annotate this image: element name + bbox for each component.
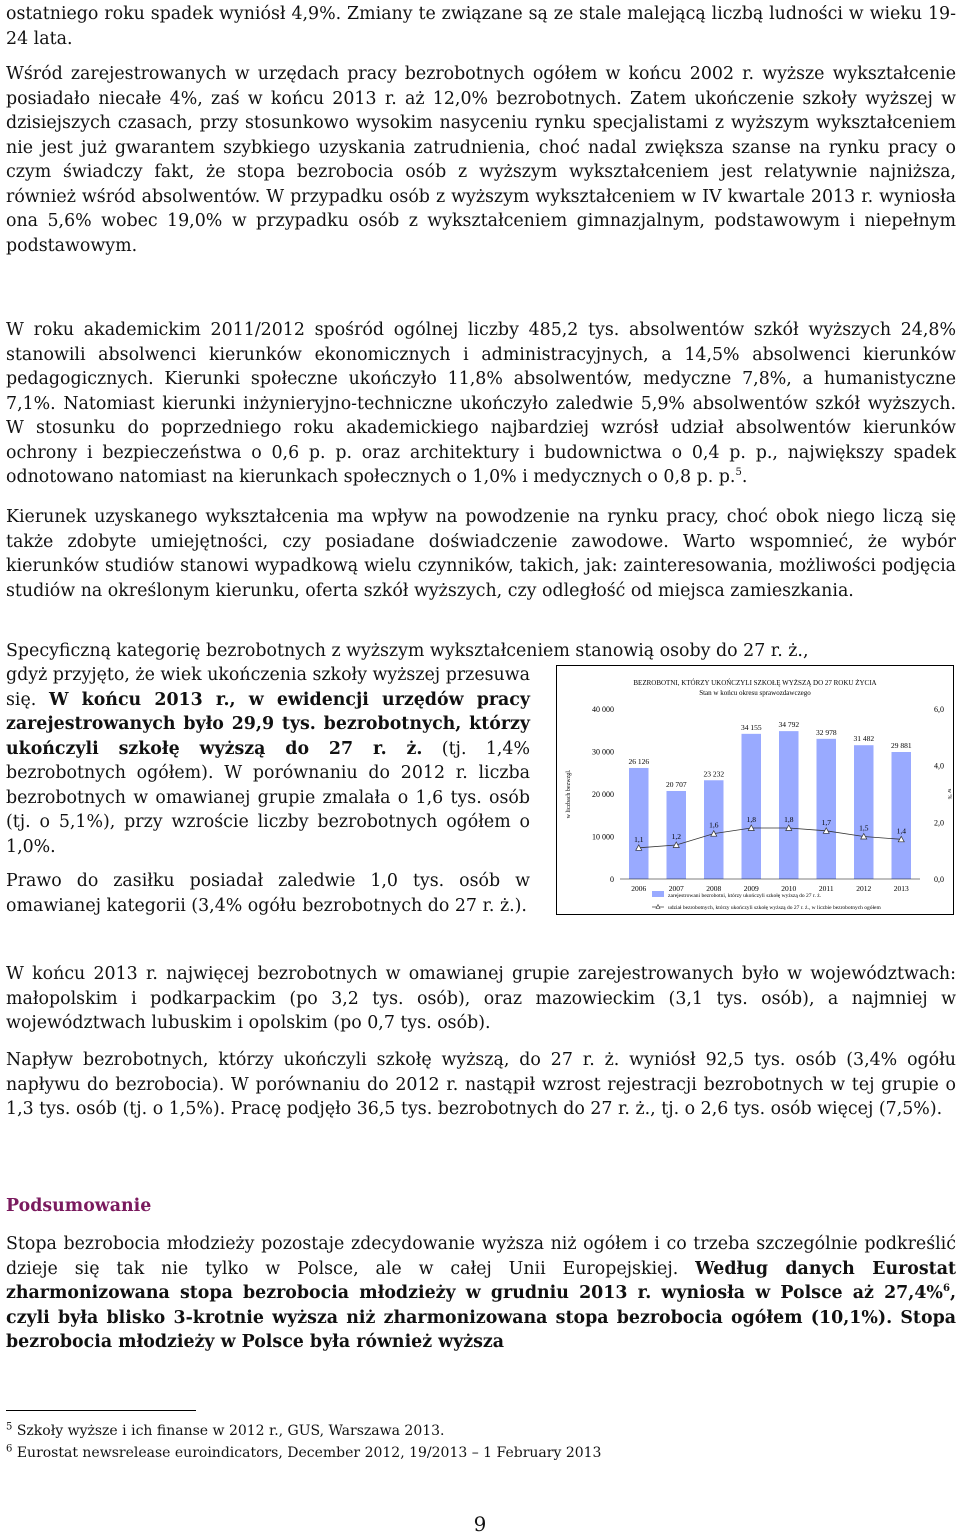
footnote-rule — [6, 1410, 196, 1411]
bar-value-label: 29 881 — [890, 741, 912, 751]
line-value-label: 1,6 — [709, 820, 719, 830]
paragraph: W końcu 2013 r. najwięcej bezrobotnych w omawianej grupie zarejestrowanych było w województwach: małopolskim i podkarpackim (po 3,2 tys. osób), oraz mazowieckim (3,1 tys. osób), a najmniej w województwach lubuskim i opolskim (po 0,7 tys. osób). — [6, 964, 956, 1033]
paragraph: Prawo do zasiłku posiadał zaledwie 1,0 tys. osób w omawianej kategorii (3,4% ogółu bezrobotnych do 27 r. ż.). — [6, 871, 530, 916]
footnote-ref: 5 — [735, 467, 742, 479]
y-tick-label: 0 — [610, 875, 614, 884]
footnote: $^6$ Eurostat newsrelease euroindicators, December 2012, 19/2013 – 1 February 2013 — [6, 1443, 602, 1461]
y2-axis-label: w % — [946, 788, 952, 800]
chart-svg — [556, 665, 954, 915]
paragraph: Wśród zarejestrowanych w urzędach pracy bezrobotnych ogółem w końcu 2002 r. wyższe wykształcenie posiadało niecałe 4%, zaś w końcu 2013 r. aż 12,0% bezrobotnych. Zatem ukończenie szkoły wyższej w dzisiejszych czasach, przy stosunkowo wysokim nasyceniu rynku specjalistami z wyższym wykształceniem nie jest już gwarantem szybkiego uzyskania zatrudnienia, choć nadal zwiększa szanse na rynku pracy o czym świadczy fakt, że stopa bezrobocia osób z wyższym wykształceniem jest relatywnie najniższa, również wśród absolwentów. W przypadku osób z wyższym wykształceniem w IV kwartale 2013 r. wyniosła ona 5,6% wobec 19,0% w przypadku osób z wykształceniem gimnazjalnym, podstawowym i niepełnym podstawowym. — [6, 64, 956, 256]
bar — [892, 752, 912, 879]
y2-tick-label: 2,0 — [934, 818, 944, 828]
paragraph: Specyficzną kategorię bezrobotnych z wyższym wykształceniem stanowią osoby do 27 r. ż., — [6, 641, 809, 661]
bar-value-label: 34 155 — [740, 722, 762, 732]
y-tick-label: 40 000 — [592, 705, 614, 714]
x-tick-label: 2010 — [781, 884, 797, 893]
line-value-label: 1,8 — [784, 815, 794, 824]
y-axis-label: w liczbach bezwzgl. — [566, 769, 572, 819]
footnote-ref: 6 — [942, 1283, 950, 1295]
bar — [742, 734, 762, 879]
bar — [817, 739, 837, 879]
page-number: 9 — [473, 1512, 487, 1536]
x-tick-label: 2009 — [743, 884, 759, 893]
y-tick-label: 10 000 — [592, 832, 614, 842]
paragraph: Napływ bezrobotnych, którzy ukończyli szkołę wyższą, do 27 r. ż. wyniósł 92,5 tys. osób (3,4% ogółu napływu do bezrobocia). W porównaniu do 2012 r. nastąpił wzrost rejestracji bezrobotnych w tej grupie o 1,3 tys. osób (tj. o 1,5%). Pracę podjęło 36,5 tys. bezrobotnych do 27 r. ż., tj. o 2,6 tys. osób więcej (7,5%). — [6, 1050, 956, 1119]
chart-title: BEZROBOTNI, KTÓRZY UKOŃCZYLI SZKOŁĘ WYŻSZĄ DO 27 ROKU ŻYCIA — [633, 679, 877, 687]
bar-value-label: 32 978 — [815, 727, 837, 737]
bar-value-label: 26 126 — [628, 756, 650, 766]
paragraph: Kierunek uzyskanego wykształcenia ma wpływ na powodzenie na rynku pracy, choć obok niego liczą się także zdobyte umiejętności, czy posiadane doświadczenie zawodowe. Warto wspomnieć, że wybór kierunków studiów stanowi wypadkową wielu czynników, takich, jak: zainteresowania, możliwości podjęcia studiów na określonym kierunku, oferta szkół wyższych, czy odległość od miejsca zamieszkania. — [6, 507, 956, 601]
x-tick-label: 2007 — [668, 884, 684, 893]
legend-label: zarejestrowani bezrobotni, którzy ukończyli szkołę wyższą do 27 r. ż. — [668, 893, 822, 899]
bar — [629, 768, 649, 879]
y2-tick-label: 4,0 — [934, 761, 944, 771]
line-value-label: 1,7 — [821, 817, 831, 827]
section-heading: Podsumowanie — [6, 1196, 152, 1216]
y-tick-label: 20 000 — [592, 790, 614, 799]
paragraph: gdyż przyjęto, że wiek ukończenia szkoły wyższej przesuwa się. W końcu 2013 r., w ewidencji urzędów pracy zarejestrowanych było 29,9 tys. bezrobotnych, którzy ukończyli szkołę wyższą do 27 r. ż. (tj. 1,4% bezrobotnych ogółem). W porównaniu do 2012 r. liczba bezrobotnych w omawianej grupie zmalała o 1,6 tys. osób (tj. o 5,1%), przy wzroście liczby bezrobotnych ogółem o 1,0%. — [6, 665, 531, 857]
footnote: $^5$ Szkoły wyższe i ich finanse w 2012 r., GUS, Warszawa 2013. — [6, 1421, 445, 1439]
legend-swatch-bars — [652, 891, 664, 897]
paragraph: Stopa bezrobocia młodzieży pozostaje zdecydowanie wyższa niż ogółem i co trzeba szczególnie podkreślić dzieje się tak nie tylko w Polsce, ale w całej Unii Europejskiej. Według danych Eurostat zharmonizowana stopa bezrobocia młodzieży w grudniu 2013 r. wyniosła w Polsce aż 27,4%$^6$, czyli była blisko 3-krotnie wyższa niż zharmonizowana stopa bezrobocia ogółem (10,1%). Stopa bezrobocia młodzieży w Polsce była również wyższa — [6, 1234, 956, 1352]
bar-value-label: 31 482 — [853, 734, 875, 744]
paragraph: ostatniego roku spadek wyniósł 4,9%. Zmiany te związane są ze stale malejącą liczbą ludności w wieku 19-24 lata. — [6, 4, 956, 49]
y2-tick-label: 0,0 — [934, 875, 944, 884]
y-tick-label: 30 000 — [592, 747, 614, 757]
y2-tick-label: 6,0 — [934, 705, 944, 714]
chart-subtitle: Stan w końcu okresu sprawozdawczego — [699, 689, 811, 697]
bar-value-label: 23 232 — [703, 769, 725, 779]
x-tick-label: 2012 — [856, 884, 872, 893]
line-value-label: 1,8 — [746, 815, 756, 824]
x-tick-label: 2011 — [818, 884, 834, 893]
x-tick-label: 2006 — [631, 884, 647, 893]
paragraph: W roku akademickim 2011/2012 spośród ogólnej liczby 485,2 tys. absolwentów szkół wyższych 24,8% stanowili absolwenci kierunków ekonomicznych i administracyjnych, a 14,5% absolwenci kierunków pedagogicznych. Kierunki społeczne ukończyło 11,8% absolwentów, medyczne 7,8%, a humanistyczne 7,1%. Natomiast kierunki inżynieryjno-techniczne ukończyło zaledwie 5,9% absolwentów szkół wyższych. W stosunku do poprzedniego roku akademickiego najbardziej wzrósł udział absolwentów kierunków ochrony i bezpieczeństwa o 0,6 p. p. oraz architektury i budownictwa o 0,4 p. p., największy spadek odnotowano natomiast na kierunkach społecznych o 1,0% i medycznych o 0,8 p. p.$^5$. — [6, 320, 956, 487]
x-tick-label: 2013 — [893, 884, 909, 893]
line-value-label: 1,1 — [634, 834, 644, 844]
line-value-label: 1,5 — [859, 823, 869, 833]
bar-line-chart — [556, 665, 954, 915]
bar — [854, 745, 874, 879]
left-column — [6, 663, 530, 928]
legend-label: udział bezrobotnych, którzy ukończyli szkołę wyższą do 27 r. ż., w liczbie bezrobotnych ogółem — [668, 905, 881, 911]
x-tick-label: 2008 — [706, 884, 722, 893]
line-value-label: 1,2 — [671, 832, 681, 841]
bar-value-label: 34 792 — [778, 720, 800, 730]
bar-value-label: 20 707 — [665, 779, 687, 789]
line-value-label: 1,4 — [896, 826, 906, 836]
bar — [779, 731, 799, 879]
